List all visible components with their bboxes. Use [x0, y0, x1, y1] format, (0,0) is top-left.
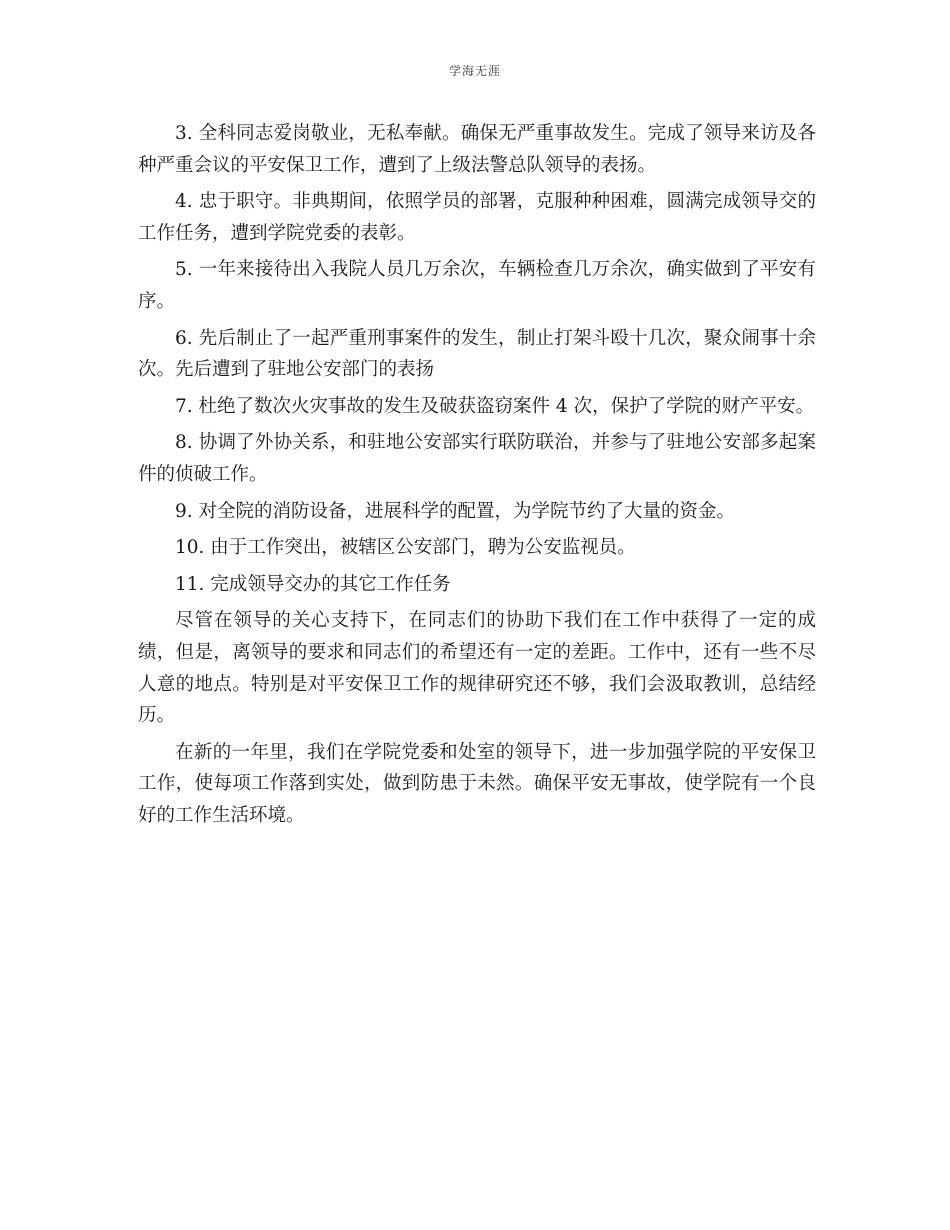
page-header: 学海无涯 [448, 64, 501, 78]
paragraph-item-5: 5. 一年来接待出入我院人员几万余次，车辆检查几万余次，确实做到了平安有序。 [138, 259, 816, 312]
paragraph-item-6: 6. 先后制止了一起严重刑事案件的发生，制止打架斗殴十几次，聚众闹事十余次。先后遭到了驻地公安部门的表扬 [138, 327, 816, 381]
paragraph-item-8: 8. 协调了外协关系，和驻地公安部实行联防联治，并参与了驻地公安部多起案件的侦破工作。 [138, 432, 816, 485]
paragraph-outlook: 在新的一年里，我们在学院党委和处室的领导下，进一步加强学院的平安保卫工作，使每项工作落到实处，做到防患于未然。确保平安无事故，使学院有一个良好的工作生活环境。 [138, 741, 816, 826]
paragraph-item-7: 7. 杜绝了数次火灾事故的发生及破获盗窃案件 4 次，保护了学院的财产平安。 [175, 395, 815, 417]
paragraph-summary: 尽管在领导的关心支持下，在同志们的协助下我们在工作中获得了一定的成绩，但是，离领导的要求和同志们的希望还有一定的差距。工作中，还有一些不尽人意的地点。特别是对平安保卫工作的规律研究还不够，我们会汲取教训，总结经历。 [138, 610, 816, 727]
paragraph-item-10: 10. 由于工作突出，被辖区公安部门，聘为公安监视员。 [175, 537, 636, 559]
paragraph-item-3: 3. 全科同志爱岗敬业，无私奉献。确保无严重事故发生。完成了领导来访及各种严重会议的平安保卫工作，遭到了上级法警总队领导的表扬。 [138, 123, 816, 176]
paragraph-item-4: 4. 忠于职守。非典期间，依照学员的部署，克服种种困难，圆满完成领导交的工作任务，遭到学院党委的表彰。 [138, 191, 816, 244]
document-body [138, 118, 816, 836]
paragraph-item-11: 11. 完成领导交办的其它工作任务 [175, 573, 451, 595]
paragraph-item-9: 9. 对全院的消防设备，进展科学的配置，为学院节约了大量的资金。 [175, 500, 736, 522]
